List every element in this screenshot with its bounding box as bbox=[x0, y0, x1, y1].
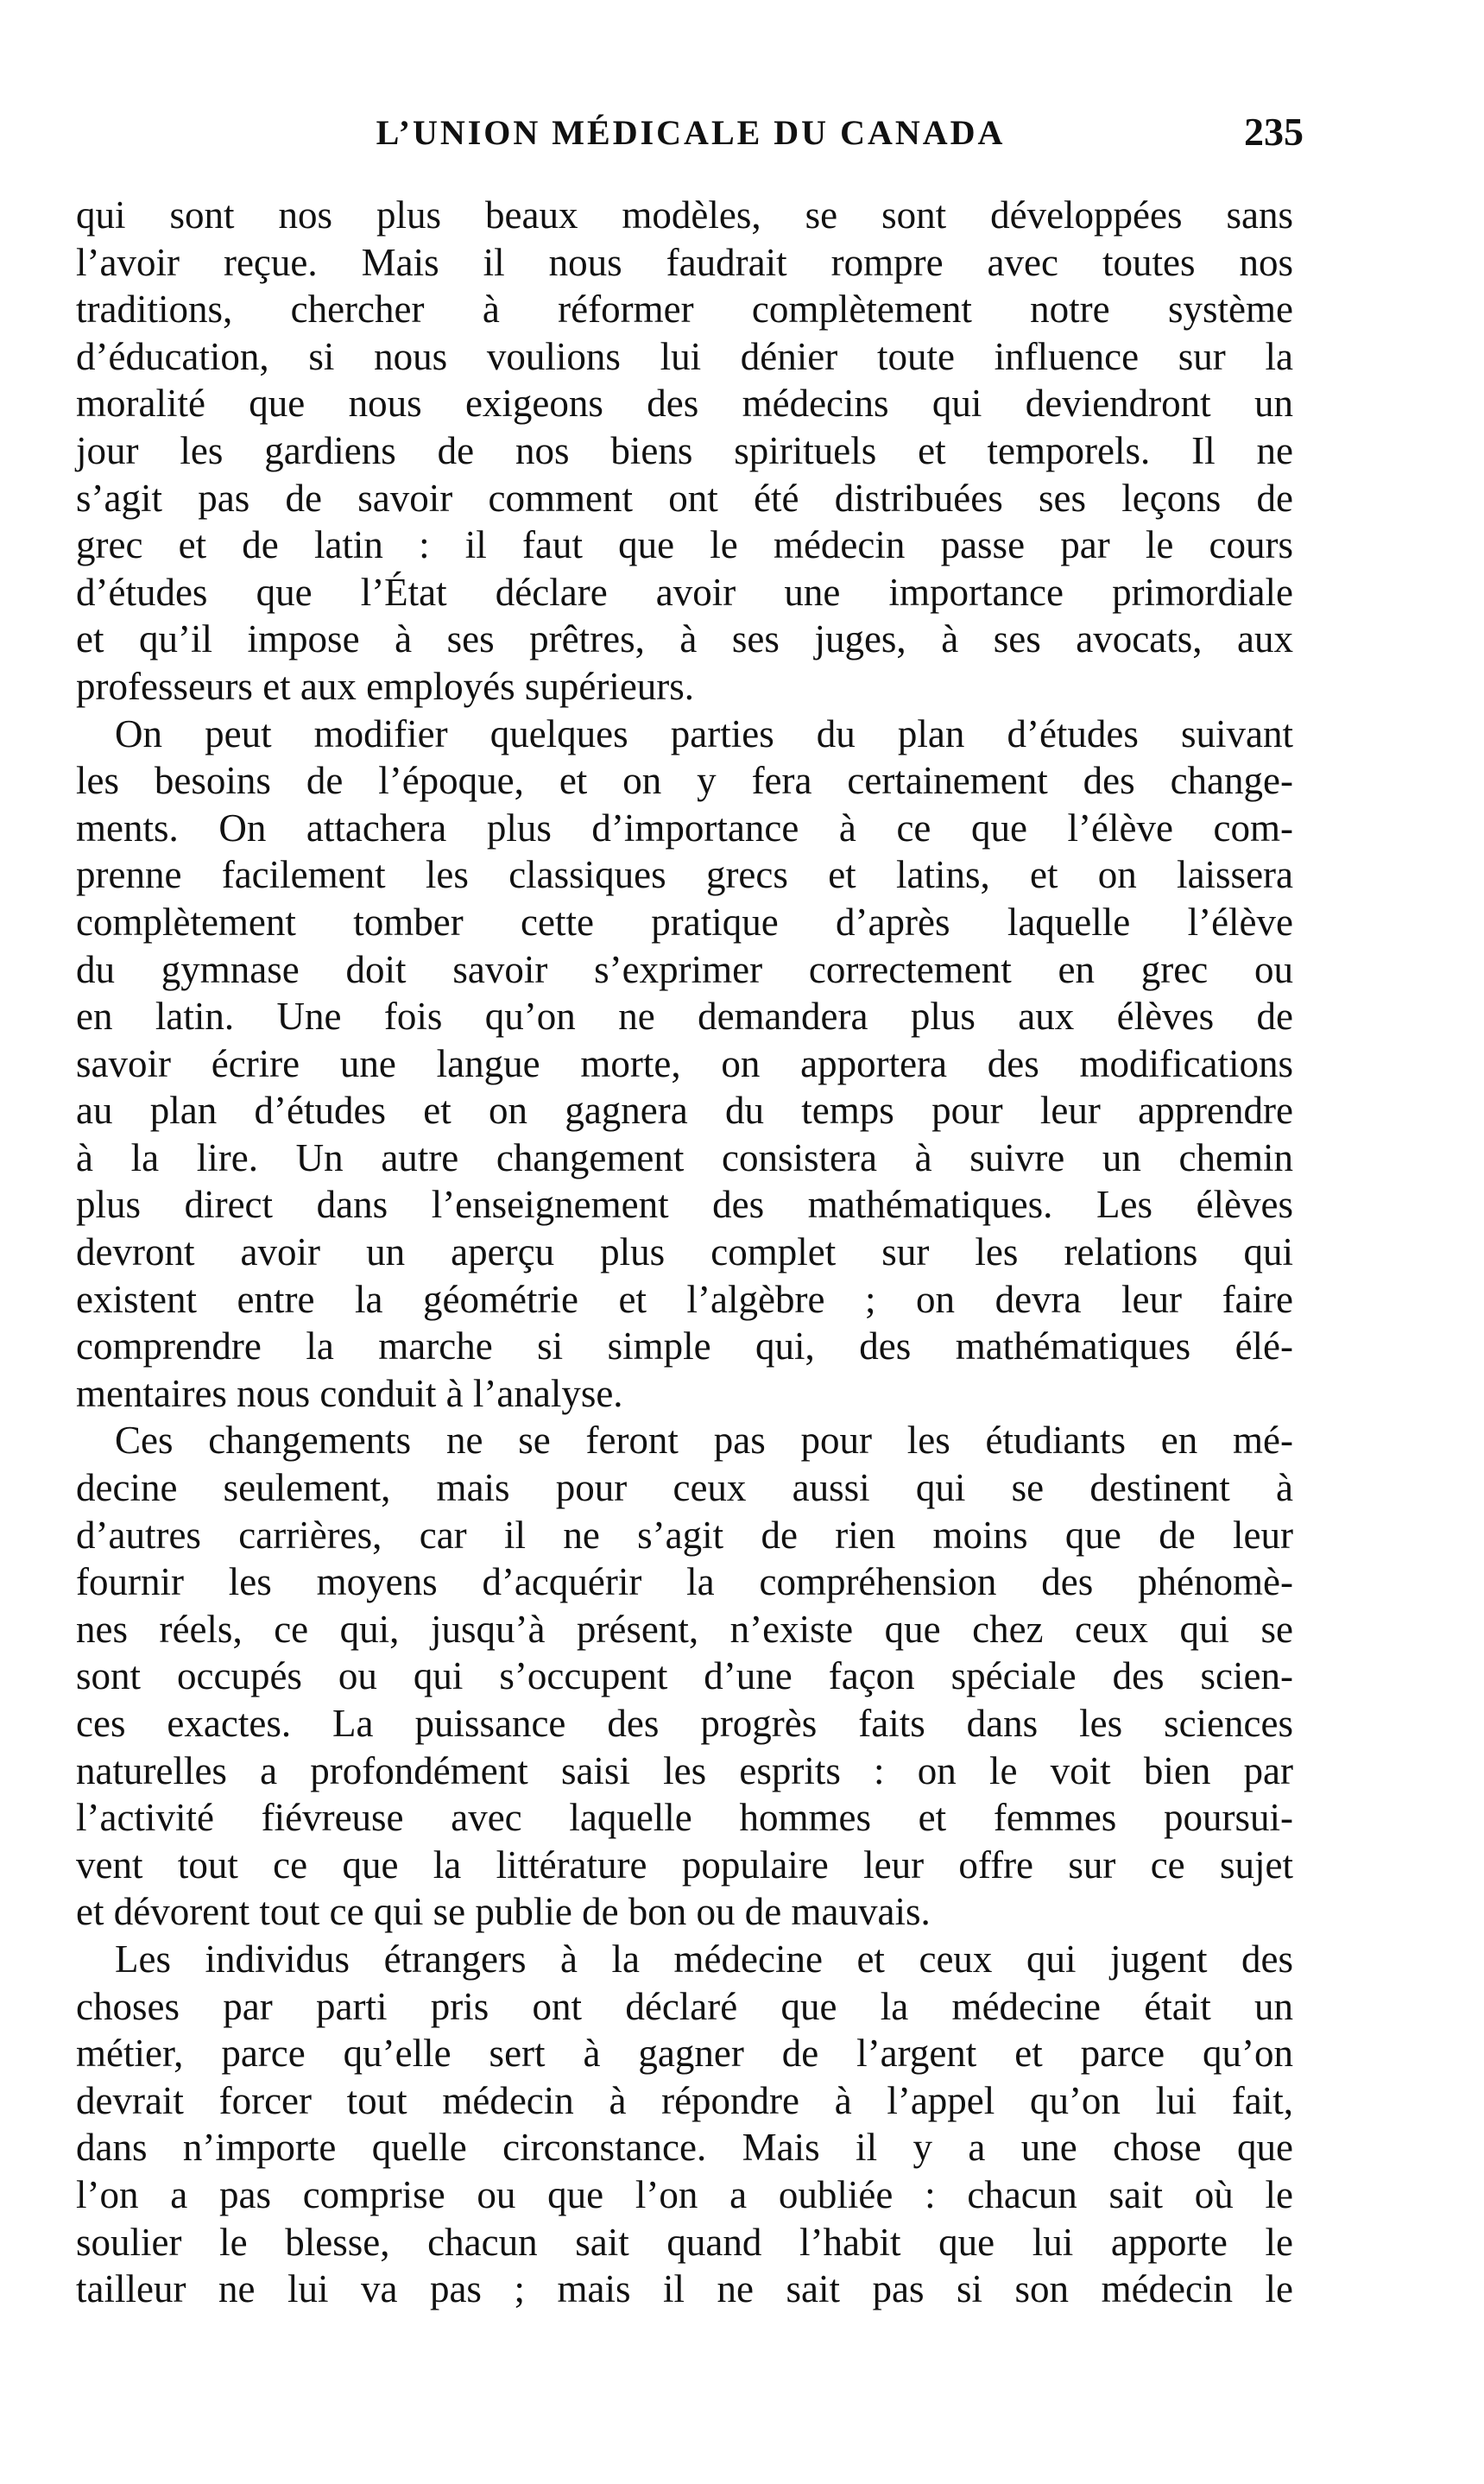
text-line: comprendre la marche si simple qui, des mathématiques élé- bbox=[76, 1324, 1293, 1368]
text-line: d’études que l’État déclare avoir une importance primordiale bbox=[76, 570, 1293, 614]
paragraph-1 bbox=[76, 192, 1293, 711]
text-line: l’avoir reçue. Mais il nous faudrait rompre avec toutes nos bbox=[76, 240, 1293, 284]
text-line: métier, parce qu’elle sert à gagner de l’argent et parce qu’on bbox=[76, 2032, 1293, 2076]
text-line: prenne facilement les classiques grecs et latins, et on laissera bbox=[76, 853, 1293, 897]
text-line: qui sont nos plus beaux modèles, se sont développées sans bbox=[76, 193, 1293, 237]
text-line: fournir les moyens d’acquérir la compréhension des phénomè- bbox=[76, 1560, 1293, 1604]
text-line: les besoins de l’époque, et on y fera certainement des change- bbox=[76, 759, 1293, 803]
text-line: plus direct dans l’enseignement des mathématiques. Les élèves bbox=[76, 1183, 1293, 1227]
text-line: vent tout ce que la littérature populaire leur offre sur ce sujet bbox=[76, 1842, 1293, 1887]
text-line: en latin. Une fois qu’on ne demandera plus aux élèves de bbox=[76, 995, 1293, 1039]
text-line: l’on a pas comprise ou que l’on a oubliée : chacun sait où le bbox=[76, 2172, 1293, 2216]
text-line: ments. On attachera plus d’importance à ce que l’élève com- bbox=[76, 806, 1293, 850]
text-line: à la lire. Un autre changement consistera à suivre un chemin bbox=[76, 1135, 1293, 1179]
text-line: d’autres carrières, car il ne s’agit de rien moins que de leur bbox=[76, 1513, 1293, 1557]
text-line: professeurs et aux employés supérieurs. bbox=[76, 664, 695, 708]
text-line: traditions, chercher à réformer complètement notre système bbox=[76, 288, 1293, 332]
text-line: existent entre la géométrie et l’algèbre ; on devra leur faire bbox=[76, 1277, 1293, 1321]
text-line: moralité que nous exigeons des médecins qui deviendront un bbox=[76, 382, 1293, 426]
text-line: Ces changements ne se feront pas pour les étudiants en mé- bbox=[115, 1419, 1293, 1463]
text-line: nes réels, ce qui, jusqu’à présent, n’existe que chez ceux qui se bbox=[76, 1607, 1293, 1651]
paragraph-3 bbox=[76, 1417, 1293, 1936]
text-line: dans n’importe quelle circonstance. Mais il y a une chose que bbox=[76, 2126, 1293, 2170]
text-line: devrait forcer tout médecin à répondre à l’appel qu’on lui fait, bbox=[76, 2078, 1293, 2122]
text-line: grec et de latin : il faut que le médecin passe par le cours bbox=[76, 523, 1293, 567]
text-line: choses par parti pris ont déclaré que la médecine était un bbox=[76, 1984, 1293, 2028]
text-line: sont occupés ou qui s’occupent d’une façon spéciale des scien- bbox=[76, 1654, 1293, 1698]
text-line: et dévorent tout ce qui se publie de bon ou de mauvais. bbox=[76, 1890, 931, 1934]
text-line: Les individus étrangers à la médecine et ceux qui jugent des bbox=[115, 1937, 1293, 1981]
text-line: et qu’il impose à ses prêtres, à ses juges, à ses avocats, aux bbox=[76, 617, 1293, 661]
text-line: d’éducation, si nous voulions lui dénier toute influence sur la bbox=[76, 334, 1293, 378]
text-line: s’agit pas de savoir comment ont été distribuées ses leçons de bbox=[76, 476, 1293, 520]
text-line: jour les gardiens de nos biens spirituels et temporels. Il ne bbox=[76, 428, 1293, 472]
text-line: du gymnase doit savoir s’exprimer correctement en grec ou bbox=[76, 947, 1293, 991]
text-line: savoir écrire une langue morte, on apportera des modifications bbox=[76, 1041, 1293, 1085]
body-text bbox=[76, 192, 1293, 2313]
text-line: decine seulement, mais pour ceux aussi qui se destinent à bbox=[76, 1466, 1293, 1510]
text-line: mentaires nous conduit à l’analyse. bbox=[76, 1371, 623, 1415]
text-line: devront avoir un aperçu plus complet sur les relations qui bbox=[76, 1230, 1293, 1274]
text-line: complètement tomber cette pratique d’après laquelle l’élève bbox=[76, 900, 1293, 944]
text-line: l’activité fiévreuse avec laquelle hommes et femmes poursui- bbox=[76, 1796, 1293, 1840]
text-line: ces exactes. La puissance des progrès faits dans les sciences bbox=[76, 1702, 1293, 1745]
text-line: soulier le blesse, chacun sait quand l’habit que lui apporte le bbox=[76, 2220, 1293, 2264]
text-line: au plan d’études et on gagnera du temps pour leur apprendre bbox=[76, 1089, 1293, 1133]
journal-title: L’UNION MÉDICALE DU CANADA bbox=[376, 113, 1006, 152]
running-head bbox=[78, 112, 1304, 164]
text-line: tailleur ne lui va pas ; mais il ne sait pas si son médecin le bbox=[76, 2267, 1293, 2311]
paragraph-4 bbox=[76, 1936, 1293, 2313]
text-line: naturelles a profondément saisi les esprits : on le voit bien par bbox=[76, 1748, 1293, 1792]
paragraph-2 bbox=[76, 711, 1293, 1418]
page-number: 235 bbox=[1244, 110, 1304, 154]
text-line: On peut modifier quelques parties du plan d’études suivant bbox=[115, 711, 1293, 755]
